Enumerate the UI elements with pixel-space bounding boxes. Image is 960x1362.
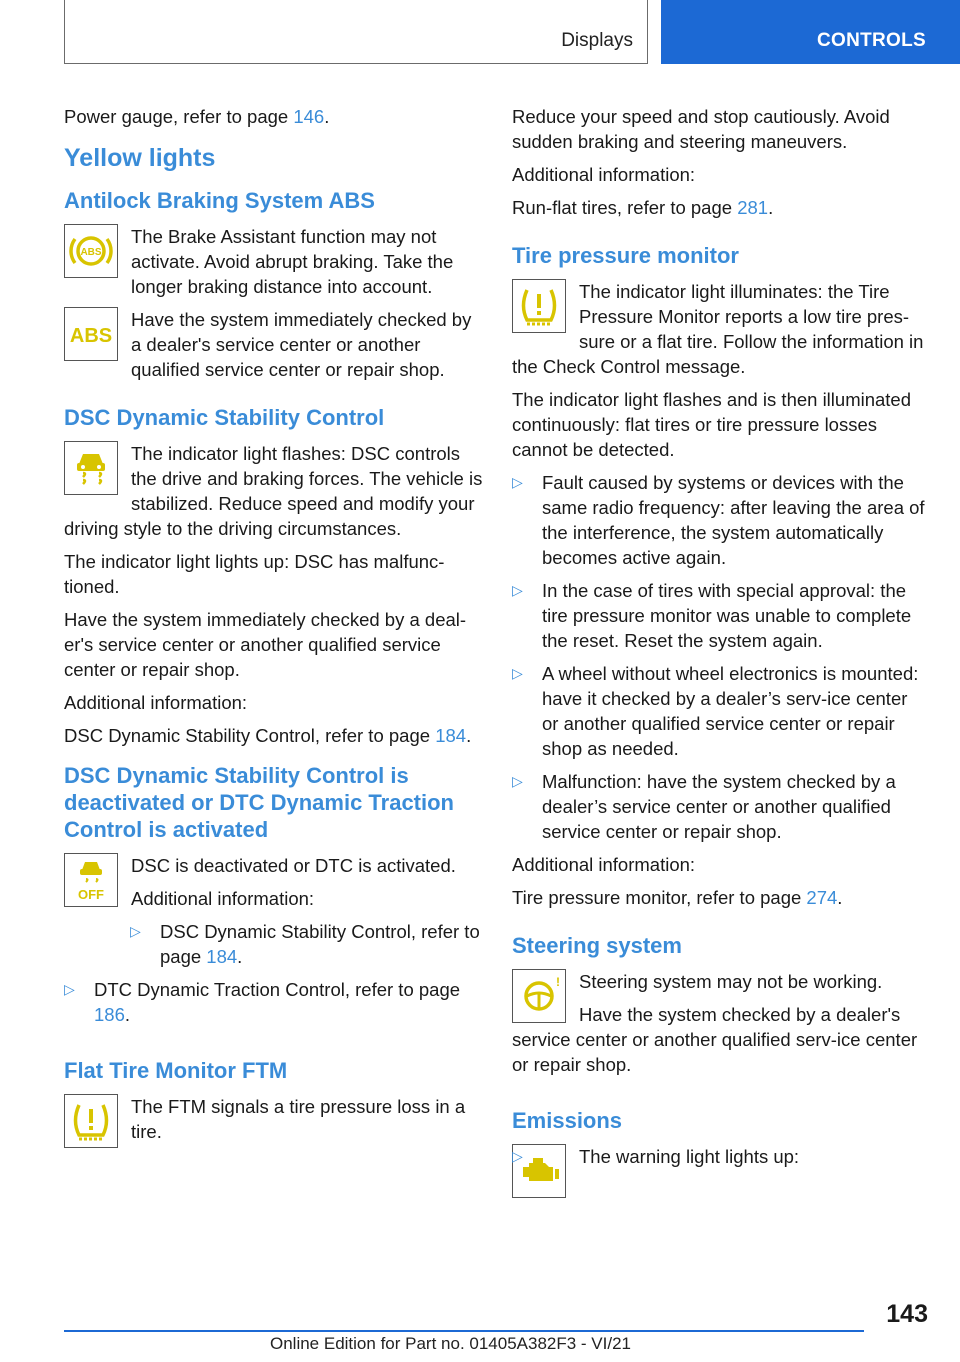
page-link-274[interactable]: 274 (806, 887, 838, 908)
tire-pressure-warning-icon (64, 1094, 118, 1148)
tpm-list (512, 470, 928, 844)
right-paragraph-1: Reduce your speed and stop cautiously. Avoid sudden braking and steering maneuvers. (512, 106, 890, 152)
header-section-title: Displays (561, 30, 633, 51)
right-paragraph-3: Run-flat tires, refer to page 281. (512, 197, 774, 218)
ftm-paragraph-1: The FTM signals a tire pressure loss in a tire. (131, 1096, 466, 1142)
abs-text-icon (64, 307, 118, 361)
abs-paragraph-2: Have the system immediately checked by a dealer's service center or another qualified service center or repair shop. (131, 309, 472, 380)
tpm-heading: Tire pressure monitor (512, 243, 739, 268)
dsc-car-skid-icon (64, 441, 118, 495)
tpm-paragraph-1: The indicator light illuminates: the Tire Pressure Monitor reports a low tire pres-sure or a flat tire. Follow the information in the Check Control message. (512, 281, 924, 377)
steering-wheel-warning-icon (512, 969, 566, 1023)
dsc-heading: DSC Dynamic Stability Control (64, 405, 385, 430)
dsc-off-list (130, 919, 486, 969)
ftm-heading: Flat Tire Monitor FTM (64, 1058, 288, 1083)
page-link-146[interactable]: 146 (293, 106, 325, 127)
abs-paragraph-1: The Brake Assistant function may not activate. Avoid abrupt braking. Take the longer braking distance into account. (131, 226, 454, 297)
svg-text:!: ! (556, 975, 560, 989)
list-item: ▷ Malfunction: have the system checked by a dealer’s service center or another qualified service center or repair shop. (512, 771, 896, 842)
bullet-triangle-icon: ▷ (512, 773, 523, 789)
page-link-184[interactable]: 184 (435, 725, 467, 746)
right-paragraph-2: Additional information: (512, 164, 696, 185)
bullet-triangle-icon: ▷ (512, 582, 523, 598)
footer-edition: Online Edition for Part no. 01405A382F3 - VI/21 (270, 1334, 632, 1353)
emissions-list (512, 1144, 928, 1169)
tire-pressure-monitor-icon (512, 279, 566, 333)
svg-text:ABS: ABS (69, 325, 113, 347)
list-item: ▷ The warning light lights up: (512, 1146, 800, 1167)
bullet-triangle-icon: ▷ (512, 1148, 523, 1164)
bullet-triangle-icon: ▷ (512, 665, 523, 681)
page-link-184[interactable]: 184 (206, 946, 238, 967)
emissions-heading: Emissions (512, 1108, 623, 1133)
bullet-triangle-icon: ▷ (130, 923, 141, 939)
dsc-off-heading: DSC Dynamic Stability Control is deactivated or DTC Dynamic Traction Control is activated (64, 763, 454, 842)
header-section-box (64, 0, 648, 64)
steering-paragraph-1: Steering system may not be working. (579, 971, 883, 992)
page-link-186[interactable]: 186 (94, 1004, 125, 1025)
svg-text:OFF: OFF (78, 887, 104, 902)
list-item: ▷ DTC Dynamic Traction Control, refer to page 186. (64, 979, 461, 1025)
dsc-off-icon (64, 853, 118, 907)
intro-paragraph: Power gauge, refer to page 146. (64, 106, 330, 127)
brake-warning-icon (64, 224, 118, 278)
steering-heading: Steering system (512, 933, 682, 958)
svg-text:ABS: ABS (80, 247, 102, 258)
list-item: ▷ Fault caused by systems or devices with the same radio frequency: after leaving the area of the interference, the system automatically becomes active again. (512, 472, 925, 568)
page-link-281[interactable]: 281 (737, 197, 769, 218)
dsc-off-paragraph-2: Additional information: (131, 888, 315, 909)
dsc-paragraph-4: Additional information: (64, 692, 248, 713)
list-item: ▷ A wheel without wheel electronics is mounted: have it checked by a dealer’s serv-ice center or another qualified service center or repair shop as needed. (512, 663, 919, 759)
dsc-paragraph-2: The indicator light lights up: DSC has malfunc-tioned. (64, 551, 445, 597)
header-chapter-tab[interactable] (661, 0, 960, 64)
list-item: ▷ DSC Dynamic Stability Control, refer to page 184. (130, 921, 480, 967)
header-chapter-title: CONTROLS (816, 30, 926, 51)
yellow-lights-heading: Yellow lights (64, 144, 216, 172)
dsc-paragraph-1: The indicator light flashes: DSC controls the drive and braking forces. The vehicle is stabilized. Reduce speed and modify your driving style to the driving circumstances. (64, 443, 483, 539)
list-item: ▷ In the case of tires with special approval: the tire pressure monitor was unable to complete the reset. Reset the system again. (512, 580, 912, 651)
dsc-paragraph-3: Have the system immediately checked by a deal-er's service center or another qualified service center or repair shop. (64, 609, 467, 680)
bullet-triangle-icon: ▷ (512, 474, 523, 490)
tpm-paragraph-3: Additional information: (512, 854, 696, 875)
steering-paragraph-2: Have the system checked by a dealer's service center or another qualified serv-ice center or repair shop. (512, 1004, 918, 1075)
footer-divider (64, 1330, 864, 1332)
abs-heading: Antilock Braking System ABS (64, 188, 375, 213)
bullet-triangle-icon: ▷ (64, 981, 75, 997)
dsc-paragraph-5: DSC Dynamic Stability Control, refer to page 184. (64, 725, 472, 746)
page-number: 143 (886, 1300, 928, 1328)
dtc-list (64, 977, 486, 1027)
dsc-off-paragraph-1: DSC is deactivated or DTC is activated. (131, 855, 456, 876)
left-column (64, 104, 486, 1152)
tpm-paragraph-2: The indicator light flashes and is then illuminated continuously: flat tires or tire pressure losses cannot be detected. (512, 389, 912, 460)
tpm-paragraph-4: Tire pressure monitor, refer to page 274. (512, 887, 843, 908)
right-column (512, 104, 928, 1202)
